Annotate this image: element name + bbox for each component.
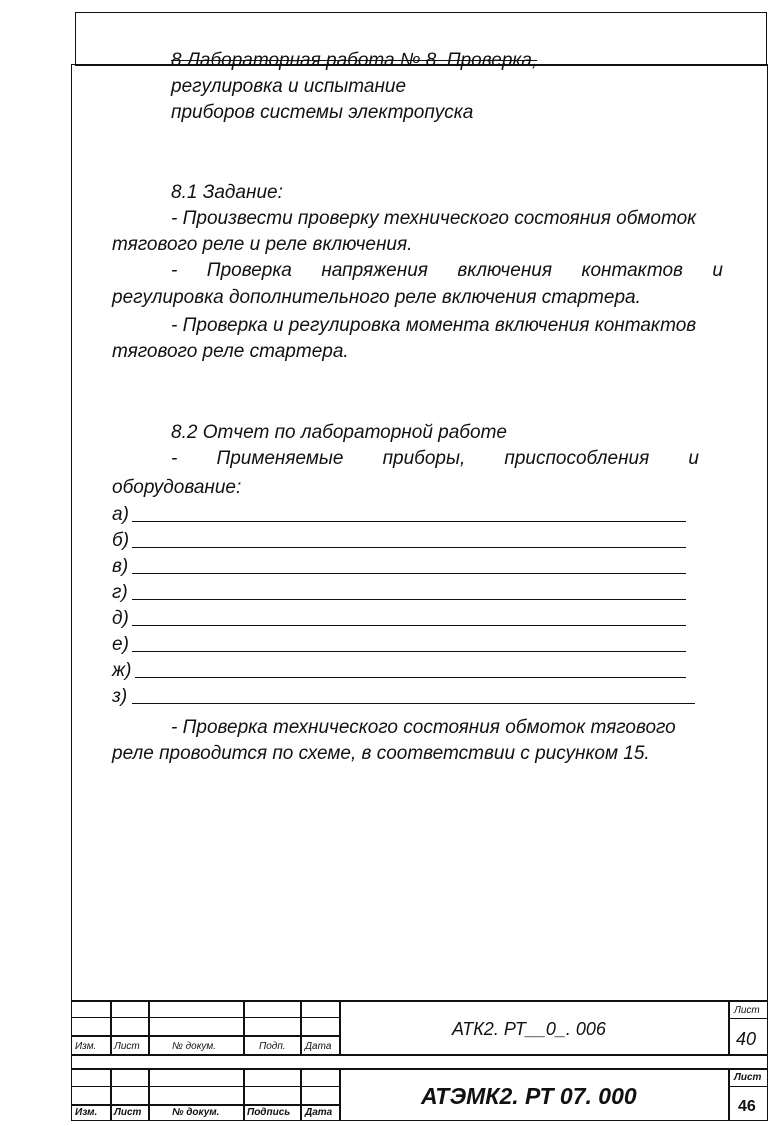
blank-line-a[interactable]	[132, 521, 686, 522]
blank-label-a: а)	[112, 504, 129, 525]
task-item-3-line-1: - Проверка и регулировка момента включения контактов	[171, 315, 697, 336]
stamp1-col-izm: Изм.	[75, 1041, 97, 1052]
stamp2-sheet-label: Лист	[734, 1072, 762, 1083]
word: Проверка	[206, 260, 292, 281]
stamp2-sheet-number: 46	[738, 1098, 756, 1115]
blank-label-v: в)	[112, 556, 129, 577]
title-line-1: 8 Лабораторная работа № 8. Проверка,	[171, 50, 538, 71]
blank-line-zh[interactable]	[135, 677, 686, 678]
blank-label-g: г)	[112, 582, 128, 603]
stamp1-col-sign: Подп.	[259, 1041, 286, 1052]
word: контактов	[581, 260, 683, 281]
blank-line-d[interactable]	[132, 625, 686, 626]
task-heading: 8.1 Задание:	[171, 182, 283, 203]
word: и	[712, 260, 723, 281]
stamp1-col-doc: № докум.	[172, 1041, 217, 1052]
check-line-1: - Проверка технического состояния обмоток тягового	[171, 717, 676, 738]
blank-line-v[interactable]	[132, 573, 686, 574]
stamp2-col-doc: № докум.	[172, 1107, 220, 1118]
stamp2-col-sign: Подпись	[247, 1107, 291, 1118]
task-item-3-line-2: тягового реле стартера.	[112, 341, 349, 362]
stamp1-col-list: Лист	[114, 1041, 140, 1052]
blank-label-zh: ж)	[112, 660, 132, 681]
blank-label-z: з)	[112, 686, 128, 707]
word: -	[171, 448, 178, 469]
word: напряжения	[321, 260, 428, 281]
word: включения	[457, 260, 553, 281]
stamp2-code: АТЭМК2. РТ 07. 000	[421, 1083, 637, 1109]
blank-label-e: е)	[112, 634, 129, 655]
stamp2-col-date: Дата	[305, 1107, 333, 1118]
title-line-2: регулировка и испытание	[171, 76, 407, 97]
blank-line-z[interactable]	[132, 703, 695, 704]
blank-line-b[interactable]	[132, 547, 686, 548]
stamp1-sheet-label: Лист	[734, 1005, 760, 1016]
word: Применяемые	[216, 448, 344, 469]
report-line-1	[171, 446, 699, 472]
title-line-3: приборов системы электропуска	[171, 102, 474, 123]
report-line-2: оборудование:	[112, 477, 242, 498]
word: приборы,	[382, 448, 466, 469]
blank-line-e[interactable]	[132, 651, 686, 652]
stamp1-code: АТК2. РТ__0_. 006	[452, 1019, 606, 1039]
report-heading: 8.2 Отчет по лабораторной работе	[171, 422, 507, 443]
word: -	[171, 260, 178, 281]
blank-line-g[interactable]	[132, 599, 686, 600]
word: приспособления	[504, 448, 650, 469]
task-item-2-line-1	[171, 258, 723, 284]
word: и	[688, 448, 699, 469]
check-line-2: реле проводится по схеме, в соответствии с рисунком 15.	[112, 743, 650, 764]
task-item-1-line-1: - Произвести проверку технического состояния обмоток	[171, 208, 697, 229]
stamp2-col-list: Лист	[114, 1107, 142, 1118]
blank-label-d: д)	[112, 608, 129, 629]
stamp2-col-izm: Изм.	[75, 1107, 98, 1118]
stamp1-sheet-number: 40	[736, 1029, 757, 1049]
stamp1-col-date: Дата	[305, 1041, 332, 1052]
blank-label-b: б)	[112, 530, 130, 551]
task-item-2-line-2: регулировка дополнительного реле включения стартера.	[112, 287, 641, 308]
task-item-1-line-2: тягового реле и реле включения.	[112, 234, 413, 255]
